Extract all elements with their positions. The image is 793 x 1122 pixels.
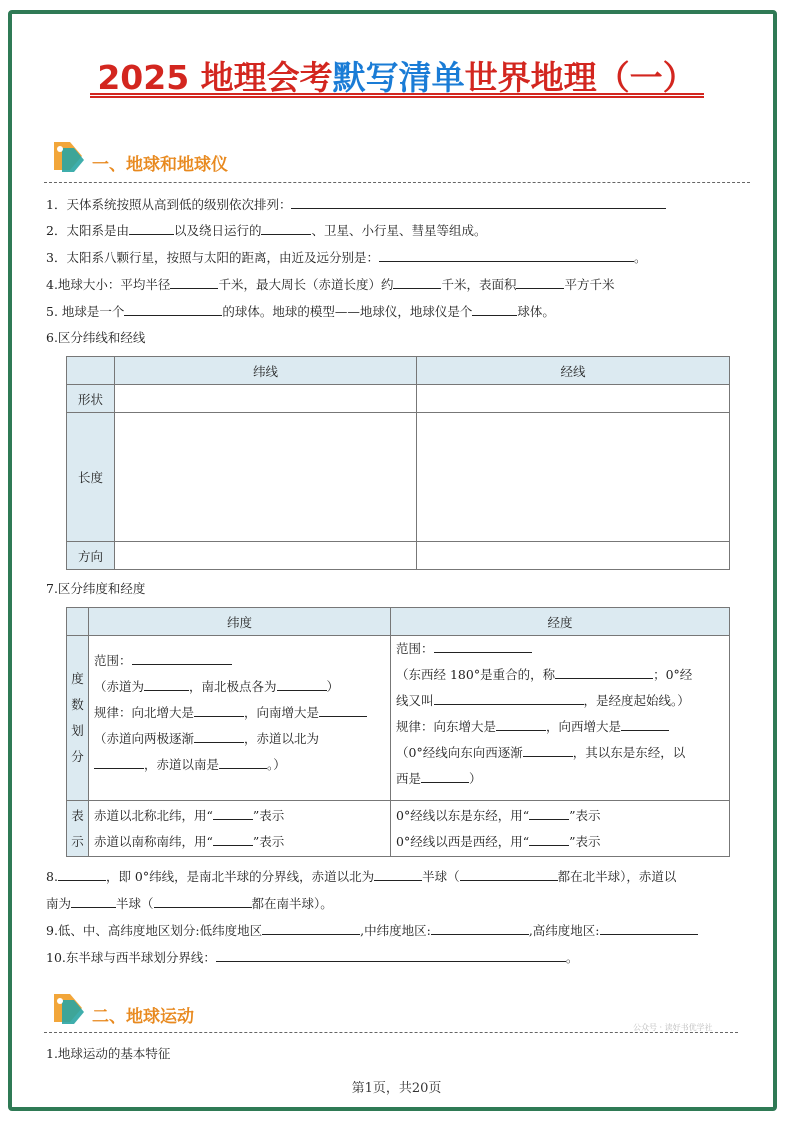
question-6-label: 6.区分纬线和经线: [46, 330, 146, 345]
answer-cell[interactable]: [115, 542, 417, 570]
header-weixian: 纬线: [115, 357, 417, 385]
blank[interactable]: [144, 678, 189, 691]
answer-cell[interactable]: [115, 385, 417, 413]
blank[interactable]: [262, 922, 360, 935]
answer-cell[interactable]: [417, 542, 730, 570]
divider: [44, 182, 750, 183]
question-3: 3．太阳系八颗行星，按照与太阳的距离，由近及远分别是： 。: [46, 250, 647, 265]
blank[interactable]: [431, 922, 529, 935]
row-head-notation: 表 示: [67, 801, 89, 857]
corner-cell: [67, 608, 89, 636]
page-title: [0, 52, 793, 99]
blank[interactable]: [219, 756, 267, 769]
blank[interactable]: [194, 704, 244, 717]
blank[interactable]: [261, 222, 311, 235]
title-underline: [90, 93, 704, 98]
blank[interactable]: [516, 276, 564, 289]
section2-question-1: 1.地球运动的基本特征: [46, 1046, 171, 1061]
header-longitude: 经度: [391, 608, 730, 636]
blank[interactable]: [434, 640, 532, 653]
tag-icon: [48, 138, 88, 174]
blank[interactable]: [129, 222, 174, 235]
blank[interactable]: [523, 744, 573, 757]
question-4: 4.地球大小：平均半径 千米，最大周长（赤道长度）约 千米，表面积 平方千米: [46, 277, 615, 292]
question-7-label: 7.区分纬度和经度: [46, 581, 146, 596]
blank[interactable]: [71, 895, 116, 908]
question-5: 5. 地球是一个 的球体。地球的模型——地球仪，地球仪是个 球体。: [46, 304, 555, 319]
blank[interactable]: [496, 718, 546, 731]
blank[interactable]: [555, 666, 653, 679]
title-part1: 2025 地理会考: [97, 58, 333, 97]
title-part2: 默写清单: [332, 58, 465, 97]
blank[interactable]: [277, 678, 327, 691]
blank[interactable]: [94, 756, 144, 769]
longitude-notation-cell: 0°经线以东是东经，用“ ”表示 0°经线以西是西经，用“ ”表示: [391, 801, 730, 857]
latitude-division-cell: 范围： （赤道为 ，南北极点各为 ） 规律：向北增大是 ，向南增大是 （赤道向两极逐渐 ，赤道以北为 ，赤道以南是 。）: [89, 636, 391, 801]
row-head-direction: 方向: [67, 542, 115, 570]
divider: [44, 1032, 738, 1033]
blank[interactable]: [529, 807, 569, 820]
answer-cell[interactable]: [115, 413, 417, 542]
row-head-division: 度 数 划 分: [67, 636, 89, 801]
answer-cell[interactable]: [417, 385, 730, 413]
question-2: 2．太阳系是由 以及绕日运行的 、卫星、小行星、彗星等组成。: [46, 223, 487, 238]
blank[interactable]: [213, 833, 253, 846]
blank[interactable]: [124, 303, 222, 316]
table-lat-lon-lines: [66, 356, 730, 570]
longitude-division-cell: 范围： （东西经 180°是重合的，称 ；0°经 线又叫 ，是经度起始线。） 规律：向东增大是 ，向西增大是 （0°经线向东向西逐渐 ，其以东是东经，以 西是 ）: [391, 636, 730, 801]
latitude-notation-cell: 赤道以北称北纬，用“ ”表示 赤道以南称南纬，用“ ”表示: [89, 801, 391, 857]
question-1: 1．天体系统按照从高到低的级别依次排列：: [46, 196, 666, 213]
tag-icon: [48, 990, 88, 1026]
blank[interactable]: [600, 922, 698, 935]
blank[interactable]: [170, 276, 218, 289]
answer-cell[interactable]: [417, 413, 730, 542]
blank[interactable]: [434, 692, 584, 705]
blank[interactable]: [621, 718, 669, 731]
watermark: 公众号 · 读好书优学社: [633, 1023, 713, 1032]
blank[interactable]: [58, 868, 106, 881]
blank[interactable]: [194, 730, 244, 743]
blank[interactable]: [132, 652, 232, 665]
header-latitude: 纬度: [89, 608, 391, 636]
header-jingxian: 经线: [417, 357, 730, 385]
blank[interactable]: [216, 949, 566, 962]
blank[interactable]: [379, 249, 634, 262]
blank[interactable]: [374, 868, 422, 881]
title-part3: 世界地理（一）: [464, 58, 696, 97]
page-footer: 第1页，共20页: [351, 1081, 442, 1096]
table-lat-lon-degrees: [66, 607, 730, 857]
section1-header: [48, 138, 748, 178]
row-head-length: 长度: [67, 413, 115, 542]
blank[interactable]: [421, 770, 469, 783]
blank[interactable]: [213, 807, 253, 820]
blank[interactable]: [154, 895, 252, 908]
row-head-shape: 形状: [67, 385, 115, 413]
corner-cell: [67, 357, 115, 385]
blank[interactable]: [460, 868, 558, 881]
blank[interactable]: [291, 196, 666, 209]
section1-title: 一、地球和地球仪: [92, 155, 228, 175]
question-8: 8. ，即 0°纬线，是南北半球的分界线，赤道以北为 半球（ 都在北半球），赤道以: [46, 869, 677, 884]
question-10: 10.东半球与西半球划分界线： 。: [46, 950, 579, 965]
blank[interactable]: [529, 833, 569, 846]
blank[interactable]: [393, 276, 441, 289]
blank[interactable]: [319, 704, 367, 717]
question-8-cont: 南为 半球（ 都在南半球）。: [46, 896, 333, 911]
blank[interactable]: [472, 303, 517, 316]
section2-title: 二、地球运动: [92, 1007, 194, 1027]
question-9: 9.低、中、高纬度地区划分:低纬度地区 ,中纬度地区: ,高纬度地区:: [46, 922, 698, 939]
